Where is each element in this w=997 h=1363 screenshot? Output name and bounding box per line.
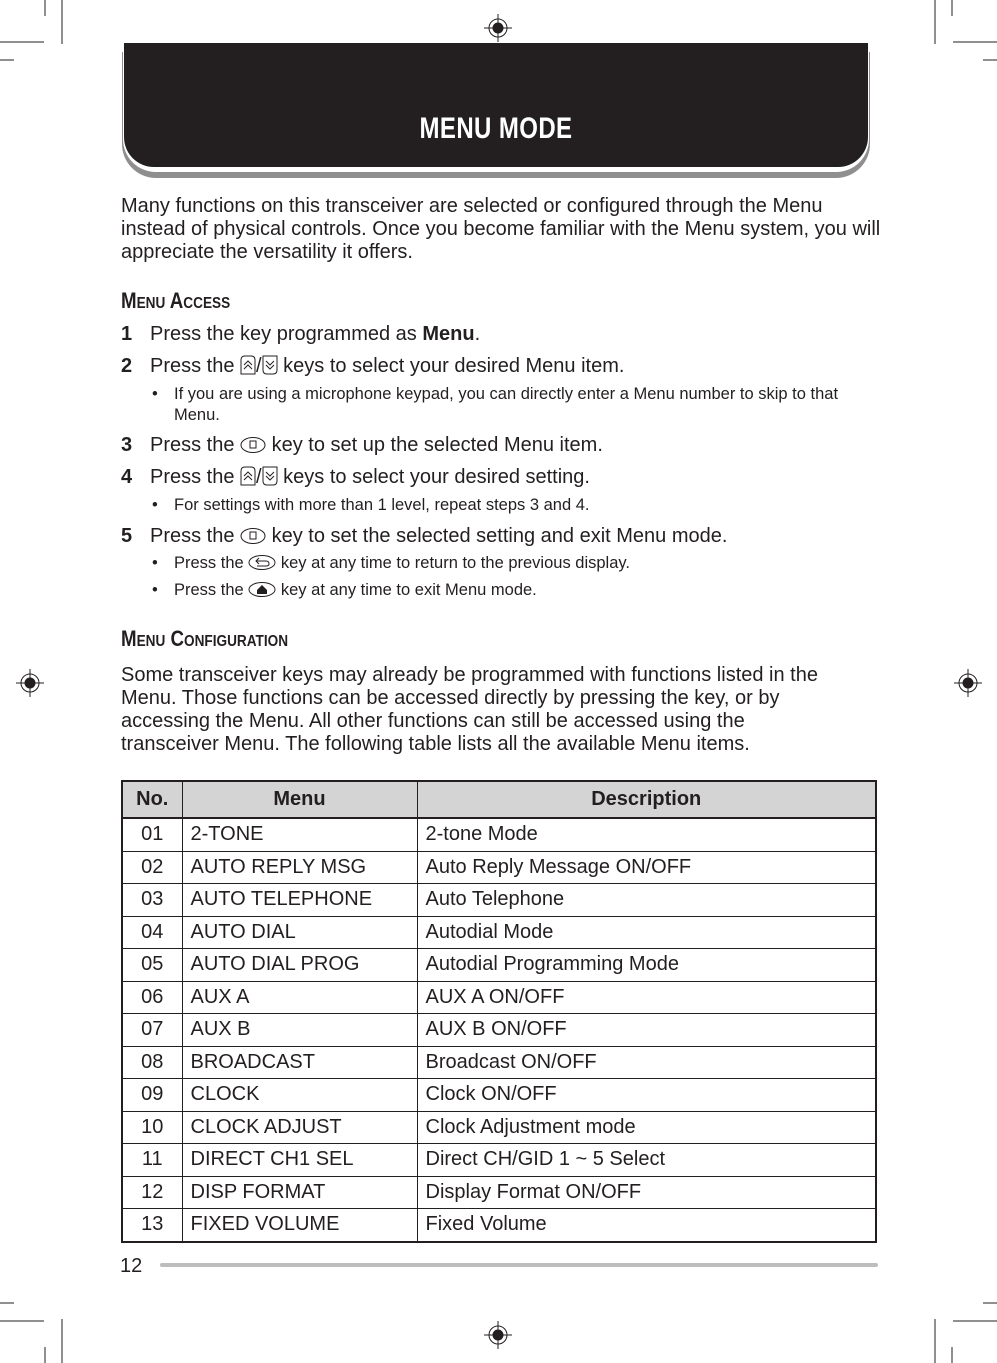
cell-description: Clock ON/OFF xyxy=(417,1079,876,1112)
column-header-no: No. xyxy=(122,781,182,818)
table-header-row xyxy=(122,781,876,818)
down-key-icon xyxy=(262,355,278,375)
cell-menu: AUTO DIAL xyxy=(182,916,417,949)
cell-description: Direct CH/GID 1 ~ 5 Select xyxy=(417,1144,876,1177)
table-row xyxy=(122,851,876,884)
cell-menu: CLOCK ADJUST xyxy=(182,1111,417,1144)
cell-no: 08 xyxy=(122,1046,182,1079)
page-number: 12 xyxy=(120,1255,143,1277)
registration-mark-icon xyxy=(954,669,982,697)
cell-menu: BROADCAST xyxy=(182,1046,417,1079)
config-paragraph: Some transceiver keys may already be programmed with functions listed in the Menu. Those functions can be accessed directly by pressing the key, or by accessing the Menu. All other functions can still be accessed using the transceiver Menu. The following table lists all the available Menu items. xyxy=(121,664,818,755)
menu-key-icon xyxy=(240,436,266,454)
up-key-icon xyxy=(240,466,256,486)
table-row xyxy=(122,916,876,949)
table-row xyxy=(122,1079,876,1112)
cell-no: 01 xyxy=(122,818,182,851)
cell-description: Autodial Programming Mode xyxy=(417,949,876,982)
cell-description: Autodial Mode xyxy=(417,916,876,949)
chapter-title: MENU MODE xyxy=(419,112,573,145)
cell-menu: AUTO DIAL PROG xyxy=(182,949,417,982)
cell-description: Auto Reply Message ON/OFF xyxy=(417,851,876,884)
up-key-icon xyxy=(240,355,256,375)
table-row xyxy=(122,884,876,917)
registration-mark-icon xyxy=(16,669,44,697)
menu-items-table xyxy=(121,780,877,1243)
bullet-note: • For settings with more than 1 level, repeat steps 3 and 4. xyxy=(152,496,590,514)
cell-menu: DISP FORMAT xyxy=(182,1176,417,1209)
cell-description: Fixed Volume xyxy=(417,1209,876,1242)
cell-description: 2-tone Mode xyxy=(417,818,876,851)
cell-description: Broadcast ON/OFF xyxy=(417,1046,876,1079)
step-5: 5 Press the key to set the selected setting and exit Menu mode. xyxy=(121,525,728,547)
intro-paragraph: Many functions on this transceiver are selected or configured through the Menu instead of physical controls. Once you become familiar with the Menu system, you will appreciate the versatility it offers. xyxy=(121,195,881,263)
step-4: 4 Press the / keys to select your desired setting. xyxy=(121,466,590,488)
cell-description: Auto Telephone xyxy=(417,884,876,917)
cell-menu: FIXED VOLUME xyxy=(182,1209,417,1242)
cell-no: 03 xyxy=(122,884,182,917)
column-header-description: Description xyxy=(417,781,876,818)
cell-menu: AUX A xyxy=(182,981,417,1014)
table-row xyxy=(122,1014,876,1047)
cell-menu: AUTO TELEPHONE xyxy=(182,884,417,917)
down-key-icon xyxy=(262,466,278,486)
cell-no: 07 xyxy=(122,1014,182,1047)
bullet-note: • Press the key at any time to return to the previous display. xyxy=(152,554,630,572)
cell-no: 04 xyxy=(122,916,182,949)
cell-menu: DIRECT CH1 SEL xyxy=(182,1144,417,1177)
bullet-note: • If you are using a microphone keypad, you can directly enter a Menu number to skip to that Menu. xyxy=(152,385,839,424)
cell-menu: AUX B xyxy=(182,1014,417,1047)
cell-no: 12 xyxy=(122,1176,182,1209)
table-row xyxy=(122,818,876,851)
table-row xyxy=(122,1209,876,1242)
cell-menu: AUTO REPLY MSG xyxy=(182,851,417,884)
registration-mark-icon xyxy=(484,14,512,42)
cell-menu: 2-TONE xyxy=(182,818,417,851)
table-row xyxy=(122,1176,876,1209)
table-row xyxy=(122,981,876,1014)
section-heading-menu-access: MENU ACCESS xyxy=(121,288,231,313)
registration-mark-icon xyxy=(484,1321,512,1349)
back-key-icon xyxy=(248,554,276,571)
home-key-icon xyxy=(248,581,276,598)
cell-no: 13 xyxy=(122,1209,182,1242)
table-row xyxy=(122,1111,876,1144)
table-row xyxy=(122,949,876,982)
cell-description: Display Format ON/OFF xyxy=(417,1176,876,1209)
cell-description: AUX B ON/OFF xyxy=(417,1014,876,1047)
cell-no: 05 xyxy=(122,949,182,982)
cell-no: 11 xyxy=(122,1144,182,1177)
footer-rule xyxy=(160,1263,878,1267)
cell-description: AUX A ON/OFF xyxy=(417,981,876,1014)
cell-menu: CLOCK xyxy=(182,1079,417,1112)
cell-no: 10 xyxy=(122,1111,182,1144)
step-2: 2 Press the / keys to select your desired Menu item. xyxy=(121,355,625,377)
cell-description: Clock Adjustment mode xyxy=(417,1111,876,1144)
step-1: 1 Press the key programmed as Menu. xyxy=(121,323,481,345)
cell-no: 02 xyxy=(122,851,182,884)
chapter-banner xyxy=(124,43,868,167)
section-heading-menu-configuration: MENU CONFIGURATION xyxy=(121,626,289,651)
step-3: 3 Press the key to set up the selected Menu item. xyxy=(121,434,603,456)
cell-no: 09 xyxy=(122,1079,182,1112)
cell-no: 06 xyxy=(122,981,182,1014)
menu-key-icon xyxy=(240,527,266,545)
table-row xyxy=(122,1046,876,1079)
column-header-menu: Menu xyxy=(182,781,417,818)
table-row xyxy=(122,1144,876,1177)
bullet-note: • Press the key at any time to exit Menu mode. xyxy=(152,581,537,599)
